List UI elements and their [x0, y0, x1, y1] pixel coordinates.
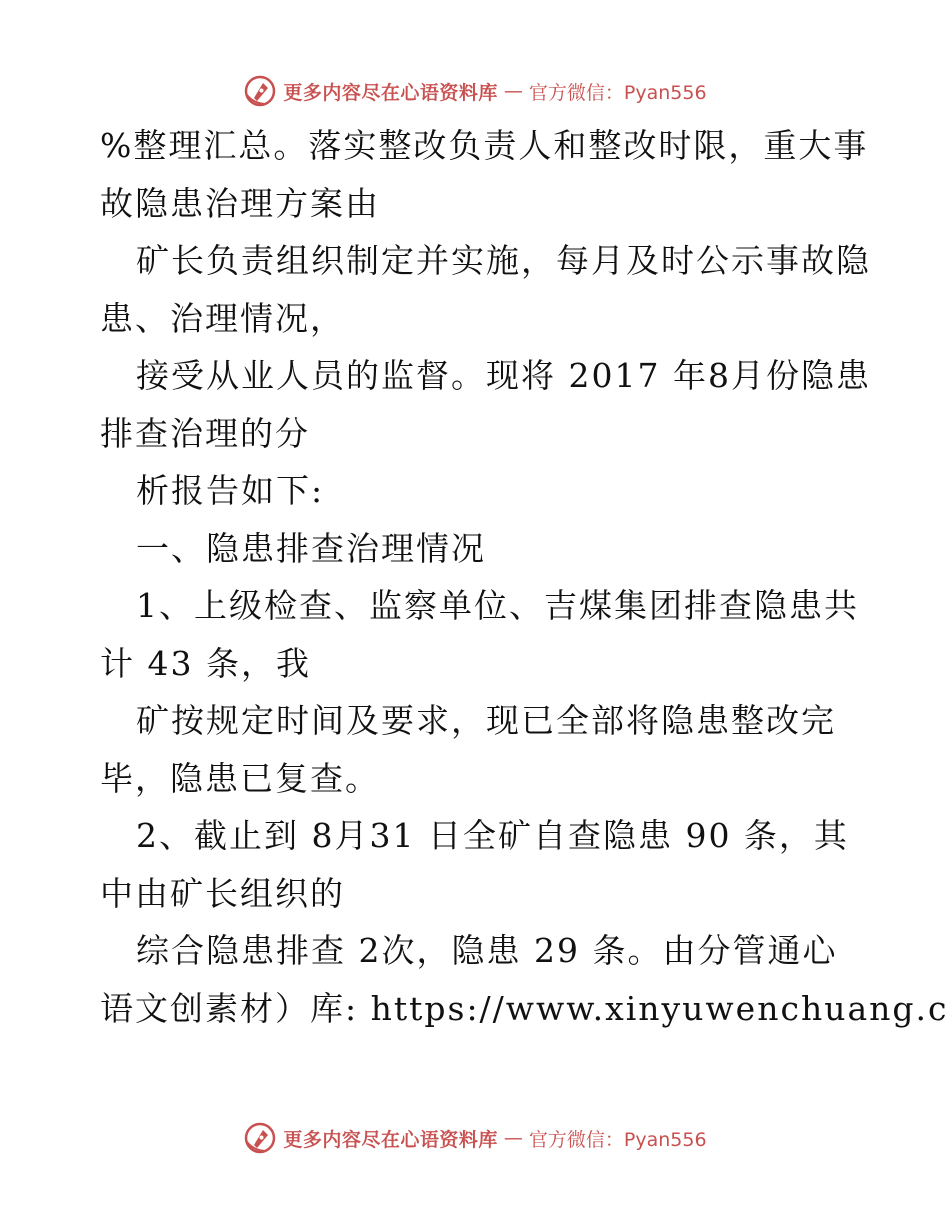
text-line: 综合隐患排查 2次，隐患 29 条。由分管通心: [136, 931, 838, 970]
text-line: 计 43 条，我: [100, 643, 311, 683]
page-header: [0, 71, 950, 111]
header-wechat-text: 官方微信：Pyan556: [528, 81, 707, 104]
text-line: %整理汇总。落实整改负责人和整改时限，重大事: [100, 126, 869, 165]
pen-nib-logo-icon: [243, 74, 277, 108]
header-separator: —: [503, 80, 523, 102]
text-line: 毕，隐患已复查。: [100, 758, 380, 798]
section-heading: 一、隐患排查治理情况: [136, 528, 486, 568]
text-line: 语文创素材）库: https://www.xinyuwenchuang.c: [100, 988, 949, 1028]
footer-brand-text: 更多内容尽在心语资料库: [283, 1128, 498, 1151]
footer-wechat-text: 官方微信：Pyan556: [528, 1128, 707, 1151]
text-line: 析报告如下:: [136, 471, 325, 510]
text-line: 接受从业人员的监督。现将 2017 年8月份隐患: [136, 356, 871, 395]
footer-brand: [243, 1121, 706, 1155]
document-body: [100, 117, 949, 1037]
page-footer: [0, 1118, 950, 1158]
text-line: 患、治理情况，: [100, 298, 345, 338]
text-line: 中由矿长组织的: [100, 873, 345, 913]
footer-separator: —: [503, 1127, 523, 1149]
header-brand-text: 更多内容尽在心语资料库: [283, 81, 498, 104]
text-line: 2、截止到 8月31 日全矿自查隐患 90 条，其: [136, 816, 849, 855]
pen-nib-logo-icon: [243, 1121, 277, 1155]
text-line: 1、上级检查、监察单位、吉煤集团排查隐患共: [136, 586, 859, 625]
header-brand: [243, 74, 706, 108]
text-line: 排查治理的分: [100, 413, 310, 453]
text-line: 故隐患治理方案由: [100, 183, 380, 223]
text-line: 矿按规定时间及要求，现已全部将隐患整改完: [136, 701, 836, 740]
text-line: 矿长负责组织制定并实施，每月及时公示事故隐: [136, 241, 871, 280]
